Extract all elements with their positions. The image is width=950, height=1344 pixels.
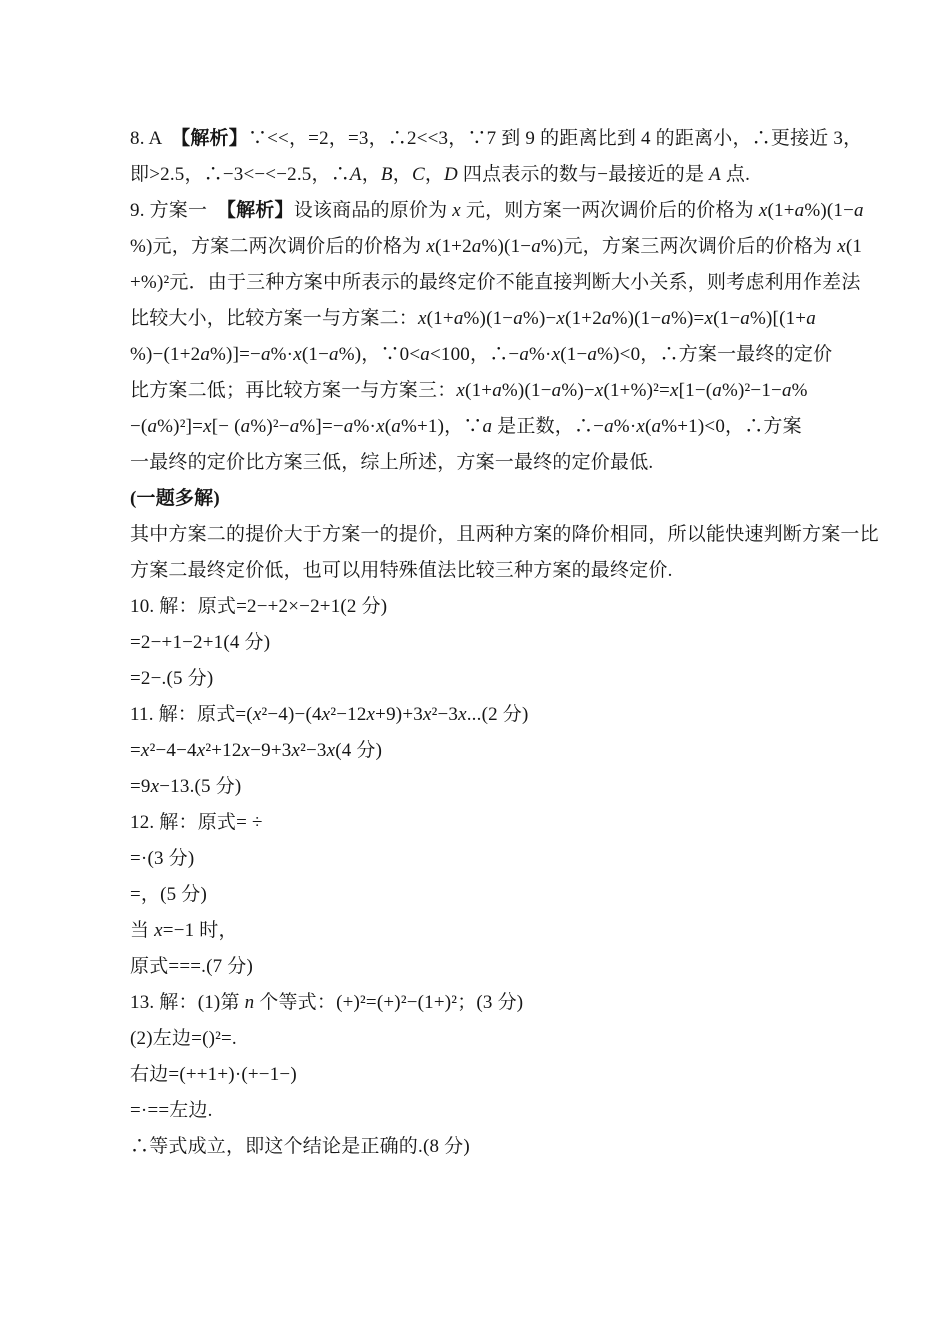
text-segment: ²−12 [330,704,367,725]
italic-variable: a [781,380,792,401]
italic-variable: x [252,704,262,725]
text-segment: %· [529,344,552,365]
italic-variable: a [806,308,816,329]
document-line [130,337,840,373]
document-line [130,1021,840,1057]
document-line [130,985,840,1021]
document-body [130,121,879,1165]
italic-variable: x [458,704,467,725]
text-segment: %)²− [250,416,290,437]
text-segment: %)²−1− [721,380,782,401]
text-segment: %)(1− [501,380,552,401]
text-segment: =−1 时， [162,920,238,941]
text-segment: %· [270,344,294,365]
text-segment: =，(5 分) [130,884,208,905]
italic-variable: x [321,704,331,725]
text-segment: %]=− [299,416,344,437]
text-segment: 比较大小，比较方案一与方案二： [130,308,419,329]
text-segment: (4 分) [335,740,383,761]
document-line [130,733,840,769]
italic-variable: C [411,164,425,185]
text-segment: %)²]= [157,416,204,437]
text-segment: %)= [671,308,705,329]
text-segment: (1+ [767,200,795,221]
text-segment: [− ( [211,416,241,437]
italic-variable: A [709,164,721,185]
italic-variable: x [241,740,251,761]
italic-variable: x [422,704,432,725]
italic-variable: a [661,308,671,329]
text-segment: 10. 解：原式=2−+2×−2+1(2 分) [130,596,388,617]
document-line [130,949,840,985]
text-segment: (1+ [465,380,493,401]
text-segment: ∵<<，=2，=3，∴2<<3，∵7 到 9 的距离比到 4 的距离小，∴更接近 3， [247,128,863,149]
document-line [130,625,840,661]
text-segment: %)(1− [481,236,532,257]
document-line [130,805,840,841]
text-segment: 方案二最终定价低，也可以用特殊值法比较三种方案的最终定价. [130,560,673,581]
italic-variable: a [471,236,482,257]
document-line [130,697,840,733]
text-segment: (1− [560,344,588,365]
text-segment: ， [424,164,445,185]
italic-variable: a [587,344,598,365]
text-segment: %)]=− [210,344,261,365]
italic-variable: a [794,200,805,221]
italic-variable: a [240,416,251,437]
bold-text-segment: 【解析】 [180,128,248,149]
text-segment: −13.(5 分) [159,776,242,797]
document-line [130,1093,840,1129]
italic-variable: a [391,416,401,437]
italic-variable: a [260,344,271,365]
italic-variable: B [380,164,393,185]
text-segment: 四点表示的数与−最接近的是 [457,164,710,185]
italic-variable: x [326,740,336,761]
italic-variable: a [854,200,864,221]
document-line [130,373,840,409]
document-line [130,913,840,949]
document-line [130,301,840,337]
italic-variable: a [651,416,662,437]
document-line [130,229,863,265]
italic-variable: a [712,380,722,401]
text-segment: 8. A [130,128,181,149]
italic-variable: a [482,416,493,437]
text-segment: %+1)，∵ [400,416,483,437]
italic-variable: a [200,344,211,365]
text-segment: 12. 解：原式= ÷ [130,812,263,833]
text-segment: ²−3 [300,740,327,761]
text-segment: +9)+3 [375,704,423,725]
document-line [130,589,840,625]
document-line [130,877,840,913]
text-segment: 个等式：(+)²=(+)²−(1+)²；(3 分) [254,992,524,1013]
text-segment: %)(1− [804,200,855,221]
text-segment: 一最终的定价比方案三低，综上所述，方案一最终的定价最低. [130,452,654,473]
text-segment: (1+%)²= [603,380,670,401]
italic-variable: x [452,200,461,221]
italic-variable: a [740,308,750,329]
italic-variable: a [601,308,612,329]
text-segment: 9. 方案一 [130,200,227,221]
text-segment: %)(1− [463,308,514,329]
document-line [130,481,840,517]
text-segment: (1 [845,236,863,257]
text-segment: ， [392,164,412,185]
text-segment: %)(1− [611,308,662,329]
italic-variable: x [594,380,604,401]
document-line [130,661,840,697]
document-line [130,841,840,877]
text-segment: %)元，方案二两次调价后的价格为 [130,236,427,257]
text-segment: −9+3 [250,740,292,761]
text-segment: ( [645,416,652,437]
document-line [130,553,840,589]
text-segment: %+1)<0，∴方案 [661,416,802,437]
text-segment: %· [613,416,637,437]
document-line [130,193,864,229]
text-segment: (1− [301,344,329,365]
text-segment: =9 [130,776,151,797]
italic-variable: x [150,776,160,797]
italic-variable: a [604,416,614,437]
italic-variable: x [669,380,679,401]
text-segment: ( [384,416,392,437]
italic-variable: A [349,164,362,185]
text-segment: %)<0，∴方案一最终的定价 [597,344,833,365]
text-segment: %)− [522,308,557,329]
text-segment: 其中方案二的提价大于方案一的提价，且两种方案的降价相同，所以能快速判断方案一比 [130,524,879,545]
italic-variable: x [758,200,768,221]
italic-variable: x [456,380,466,401]
text-segment: −( [130,416,148,437]
italic-variable: x [196,740,206,761]
document-line [130,1057,840,1093]
text-segment: 是正数，∴− [492,416,605,437]
text-segment: (1− [713,308,741,329]
italic-variable: x [293,344,302,365]
bold-text-segment: 【解析】 [226,200,294,221]
document-line [130,157,840,193]
text-segment: 设该商品的原价为 [293,200,453,221]
italic-variable: a [289,416,300,437]
italic-variable: a [513,308,523,329]
document-line [130,1129,840,1165]
text-segment: % [791,380,808,401]
document-line [130,445,840,481]
text-segment: ²−4)−(4 [261,704,322,725]
document-line [130,769,840,805]
italic-variable: a [551,380,562,401]
italic-variable: x [837,236,846,257]
text-segment: 原式===.(7 分) [130,956,254,977]
italic-variable: x [376,416,385,437]
italic-variable: x [551,344,561,365]
text-segment: %· [353,416,377,437]
text-segment: %)元，方案三两次调价后的价格为 [540,236,838,257]
italic-variable: x [636,416,645,437]
italic-variable: D [444,164,458,185]
text-segment: =·==左边. [130,1100,213,1121]
italic-variable: a [531,236,541,257]
italic-variable: a [453,308,464,329]
italic-variable: a [329,344,339,365]
text-segment: ...(2 分) [466,704,529,725]
text-segment: ， [361,164,381,185]
italic-variable: x [556,308,566,329]
italic-variable: x [203,416,212,437]
text-segment: 11. 解：原式=( [130,704,253,725]
document-line [130,409,840,445]
italic-variable: x [291,740,301,761]
text-segment: ²−3 [431,704,459,725]
italic-variable: x [418,308,427,329]
text-segment: =2−.(5 分) [130,668,214,689]
text-segment: 13. 解：(1)第 [130,992,245,1013]
text-segment: %)− [561,380,595,401]
italic-variable: a [147,416,158,437]
text-segment: (1+ [426,308,454,329]
document-line [130,121,863,157]
italic-variable: a [492,380,502,401]
italic-variable: x [366,704,376,725]
text-segment: =·(3 分) [130,848,195,869]
text-segment: ²−4−4 [149,740,197,761]
text-segment: %)[(1+ [749,308,807,329]
text-segment: =2−+1−2+1(4 分) [130,632,271,653]
text-segment: 右边=(++1+)·(+−1−) [130,1064,297,1085]
italic-variable: a [519,344,530,365]
text-segment: 即>2.5，∴−3<−<−2.5，∴ [130,164,350,185]
text-segment: 当 [130,920,155,941]
italic-variable: x [426,236,435,257]
italic-variable: n [244,992,255,1013]
text-segment: %)−(1+2 [130,344,201,365]
text-segment: [1−( [678,380,713,401]
text-segment: 元，则方案一两次调价后的价格为 [460,200,759,221]
text-segment: ∴等式成立，即这个结论是正确的.(8 分) [130,1136,470,1157]
italic-variable: x [140,740,150,761]
text-segment: (1+2 [565,308,602,329]
italic-variable: x [154,920,163,941]
text-segment: 比方案二低；再比较方案一与方案三： [130,380,457,401]
italic-variable: a [420,344,430,365]
italic-variable: a [343,416,354,437]
text-segment: (2)左边=()²=. [130,1028,237,1049]
text-segment: +%)²元．由于三种方案中所表示的最终定价不能直接判断大小关系，则考虑利用作差法 [130,272,861,293]
text-segment: 点. [720,164,751,185]
bold-text-segment: (一题多解) [130,488,220,509]
text-segment: %)，∵0< [338,344,421,365]
italic-variable: x [704,308,714,329]
text-segment: (1+2 [434,236,472,257]
document-line [130,265,861,301]
text-segment: = [130,740,141,761]
text-segment: ²+12 [205,740,242,761]
document-line [130,517,879,553]
text-segment: <100，∴− [429,344,520,365]
